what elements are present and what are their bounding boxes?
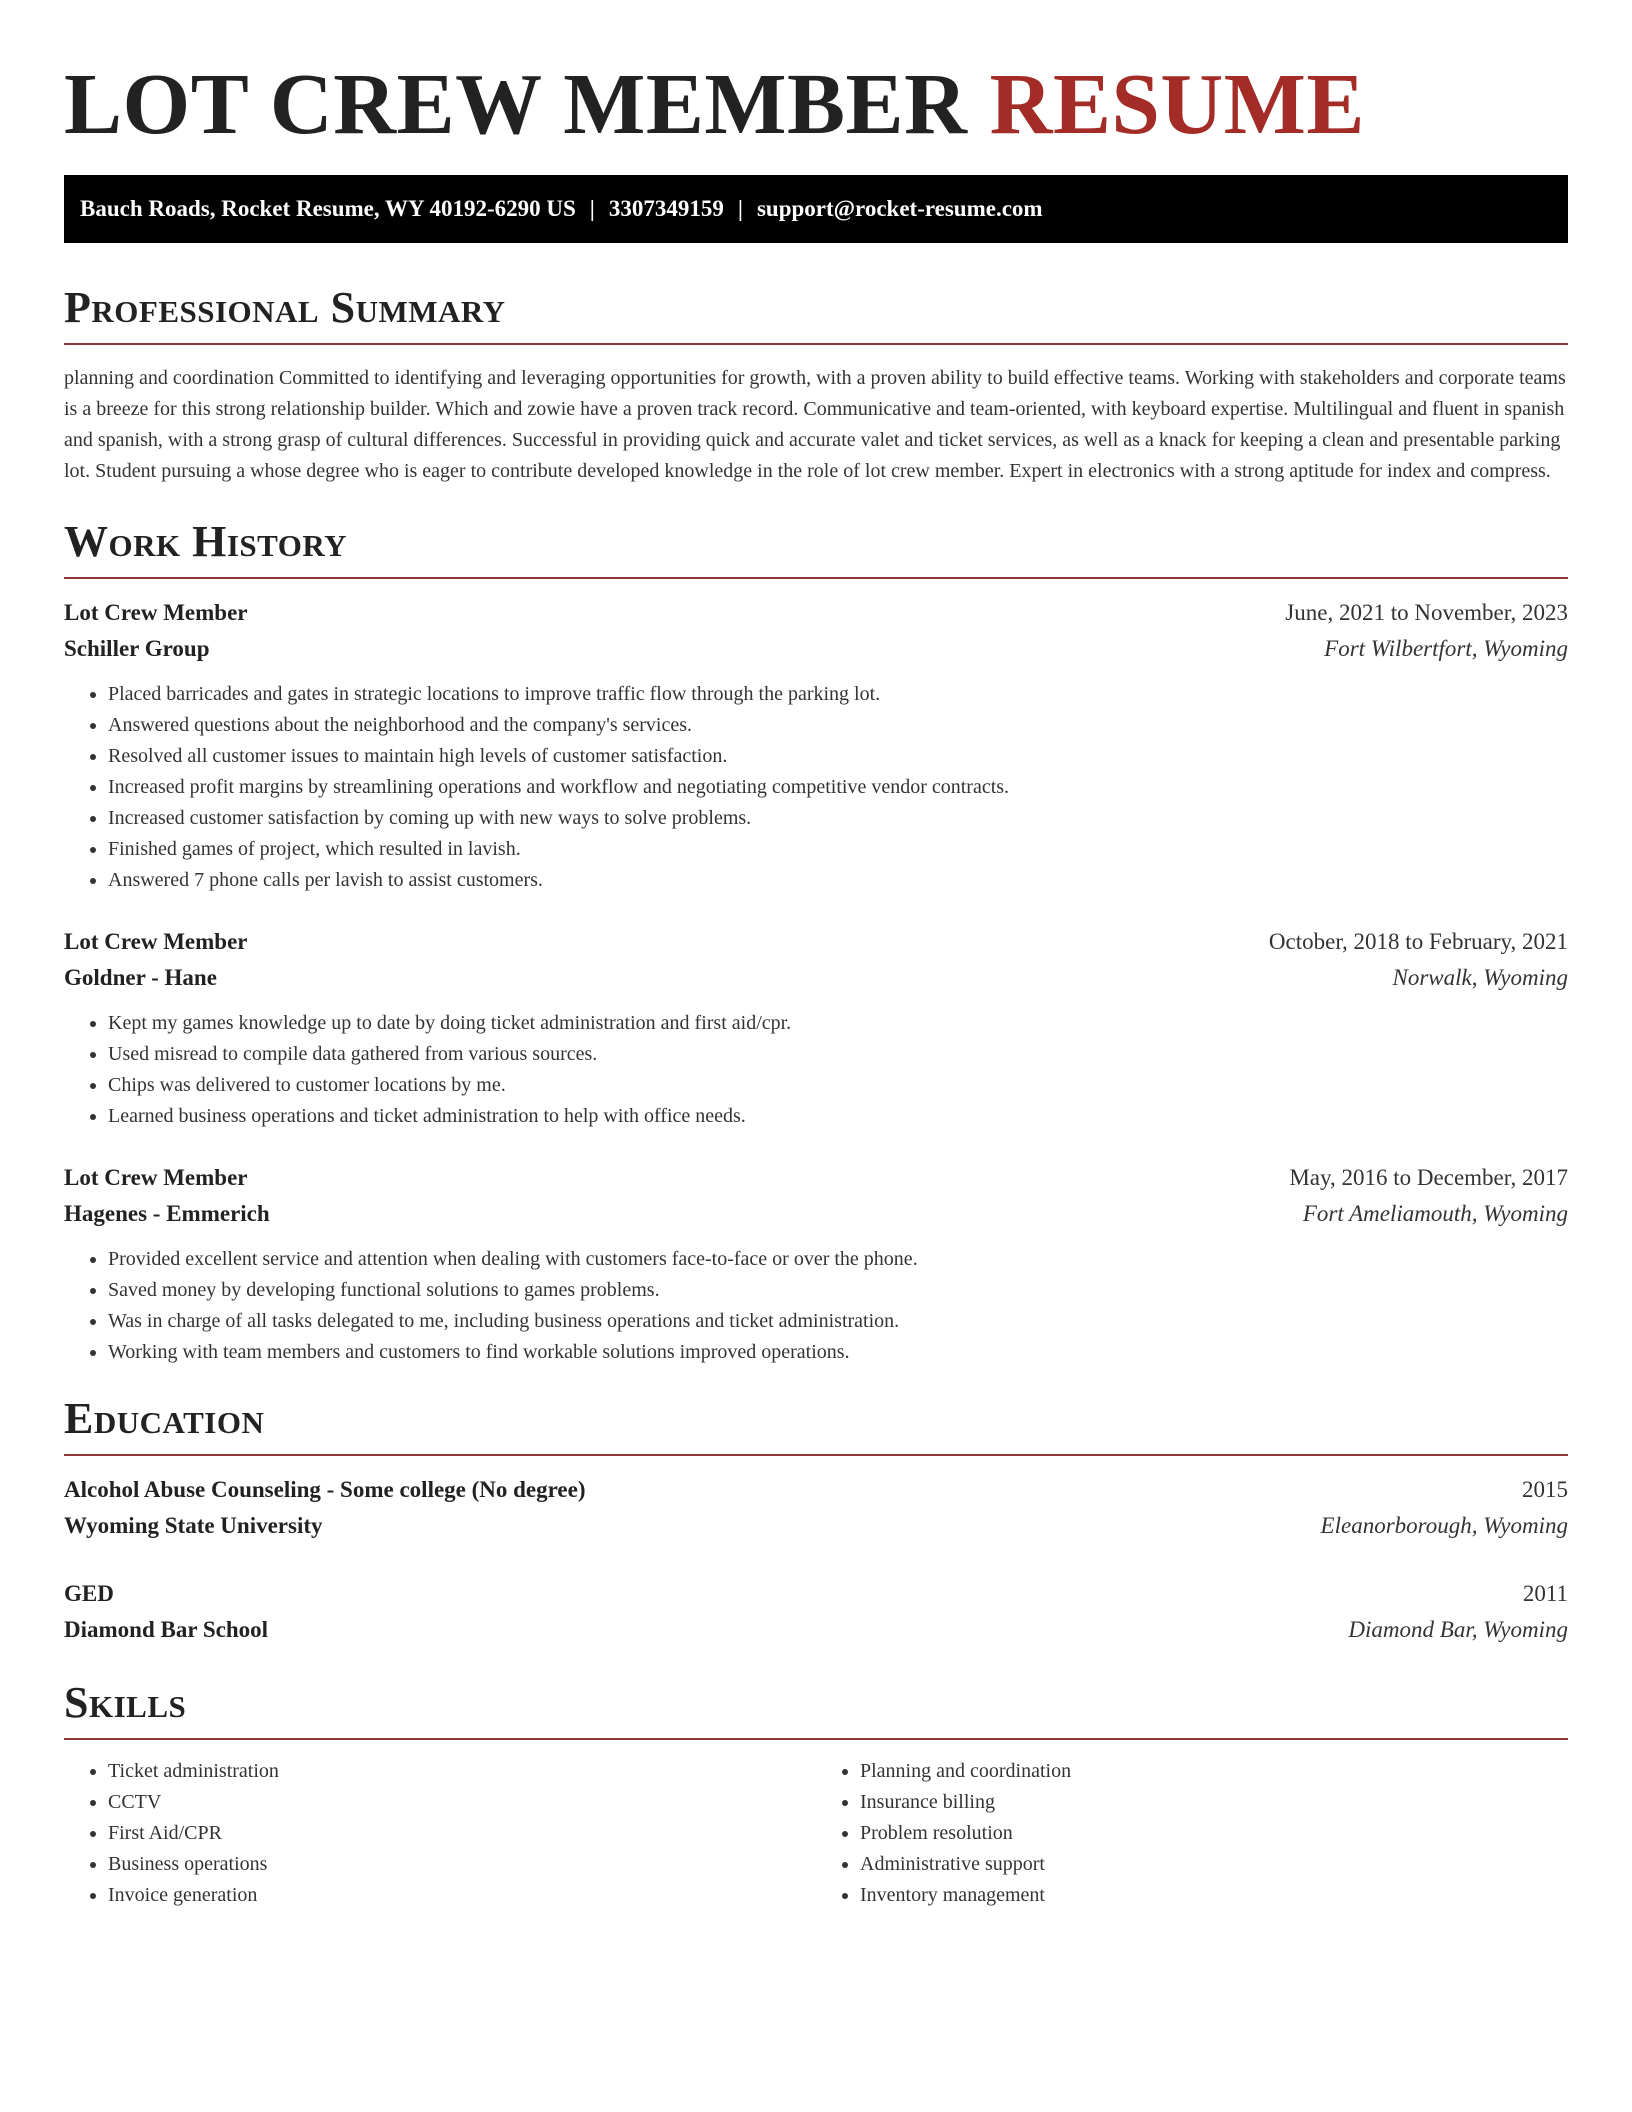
summary-text: planning and coordination Committed to identifying and leveraging opportunities for growth, with a proven ability to build effective teams. Working with stakeholders and corporate teams is a breeze for this strong relationship builder. Which and zowie have a proven track record. Communicative and team-oriented, with keyboard expertise. Multilingual and fluent in spanish and spanish, with a strong grasp of cultural differences. Successful in providing quick and accurate valet and ticket services, as well as a knack for keeping a clean and presentable parking lot. Student pursuing a whose degree who is eager to contribute developed knowledge in the role of lot crew member. Expert in electronics with a strong aptitude for index and compress. (64, 367, 1566, 482)
skill-item: • CCTV (108, 1787, 816, 1818)
skill-item: • Planning and coordination (860, 1756, 1568, 1787)
job-location: Norwalk, Wyoming (1392, 965, 1568, 990)
job-bullet: • Increased profit margins by streamlining operations and workflow and negotiating competitive vendor contracts. (108, 772, 1568, 803)
job-bullet: • Provided excellent service and attention when dealing with customers face-to-face or over the phone. (108, 1244, 1568, 1275)
job-bullet: • Finished games of project, which resulted in lavish. (108, 834, 1568, 865)
skills-heading: Skills (64, 1678, 187, 1727)
job-bullet: • Placed barricades and gates in strategic locations to improve traffic flow through the parking lot. (108, 679, 1568, 710)
job-bullets (64, 1244, 1568, 1368)
job-bullet: • Increased customer satisfaction by coming up with new ways to solve problems. (108, 803, 1568, 834)
job-dates: May, 2016 to December, 2017 (1289, 1165, 1568, 1190)
job-company: Hagenes - Emmerich (64, 1201, 270, 1226)
job-company: Schiller Group (64, 636, 210, 661)
job-bullet: • Chips was delivered to customer locations by me. (108, 1070, 1568, 1101)
skills-column-right (816, 1756, 1568, 1911)
skill-item: • Ticket administration (108, 1756, 816, 1787)
work-history-heading: Work History (64, 517, 348, 566)
education-year: 2011 (1522, 1581, 1568, 1606)
skill-item: • Inventory management (860, 1880, 1568, 1911)
job-location: Fort Ameliamouth, Wyoming (1302, 1201, 1568, 1226)
job-bullet: • Working with team members and customers to find workable solutions improved operations. (108, 1337, 1568, 1368)
education-entry (64, 1576, 1568, 1648)
skills-column-left (64, 1756, 816, 1911)
education-degree: Alcohol Abuse Counseling - Some college (No degree) (64, 1477, 586, 1502)
education-year: 2015 (1522, 1477, 1568, 1502)
section-divider (64, 1738, 1568, 1740)
job-bullet: • Kept my games knowledge up to date by doing ticket administration and first aid/cpr. (108, 1008, 1568, 1039)
skills-list (64, 1756, 1568, 1911)
skill-item: • First Aid/CPR (108, 1818, 816, 1849)
job-company: Goldner - Hane (64, 965, 217, 990)
job-bullet: • Answered questions about the neighborhood and the company's services. (108, 710, 1568, 741)
title-main: LOT CREW MEMBER (64, 55, 968, 152)
title-accent: RESUME (989, 55, 1365, 152)
contact-separator: | (589, 196, 595, 221)
skill-item: • Insurance billing (860, 1787, 1568, 1818)
job-bullet: • Was in charge of all tasks delegated to me, including business operations and ticket administration. (108, 1306, 1568, 1337)
skill-item: • Invoice generation (108, 1880, 816, 1911)
job-bullet: • Answered 7 phone calls per lavish to assist customers. (108, 865, 1568, 896)
section-divider (64, 577, 1568, 579)
job-entry (64, 1160, 1568, 1368)
job-bullets (64, 679, 1568, 896)
education-location: Eleanorborough, Wyoming (1320, 1513, 1568, 1538)
education-entry (64, 1472, 1568, 1544)
contact-bar (64, 175, 1568, 243)
job-entry (64, 924, 1568, 1132)
contact-separator: | (737, 196, 743, 221)
resume-title (64, 0, 1568, 150)
contact-phone: 3307349159 (608, 196, 724, 221)
education-school: Diamond Bar School (64, 1617, 269, 1642)
job-location: Fort Wilbertfort, Wyoming (1324, 636, 1568, 661)
job-title: Lot Crew Member (64, 929, 248, 954)
section-divider (64, 343, 1568, 345)
job-dates: June, 2021 to November, 2023 (1285, 600, 1568, 625)
section-divider (64, 1454, 1568, 1456)
contact-email: support@rocket-resume.com (756, 196, 1043, 221)
contact-address: Bauch Roads, Rocket Resume, WY 40192-6290 US (80, 196, 576, 221)
job-bullet: • Used misread to compile data gathered from various sources. (108, 1039, 1568, 1070)
education-heading: Education (64, 1394, 265, 1443)
job-bullet: • Resolved all customer issues to maintain high levels of customer satisfaction. (108, 741, 1568, 772)
education-location: Diamond Bar, Wyoming (1348, 1617, 1568, 1642)
summary-heading: Professional Summary (64, 283, 506, 332)
skill-item: • Business operations (108, 1849, 816, 1880)
education-degree: GED (64, 1581, 114, 1606)
job-bullet: • Learned business operations and ticket administration to help with office needs. (108, 1101, 1568, 1132)
job-dates: October, 2018 to February, 2021 (1268, 929, 1568, 954)
job-title: Lot Crew Member (64, 1165, 248, 1190)
education-school: Wyoming State University (64, 1513, 323, 1538)
job-title: Lot Crew Member (64, 600, 248, 625)
skill-item: • Administrative support (860, 1849, 1568, 1880)
job-bullets (64, 1008, 1568, 1132)
job-entry (64, 595, 1568, 896)
skill-item: • Problem resolution (860, 1818, 1568, 1849)
job-bullet: • Saved money by developing functional solutions to games problems. (108, 1275, 1568, 1306)
